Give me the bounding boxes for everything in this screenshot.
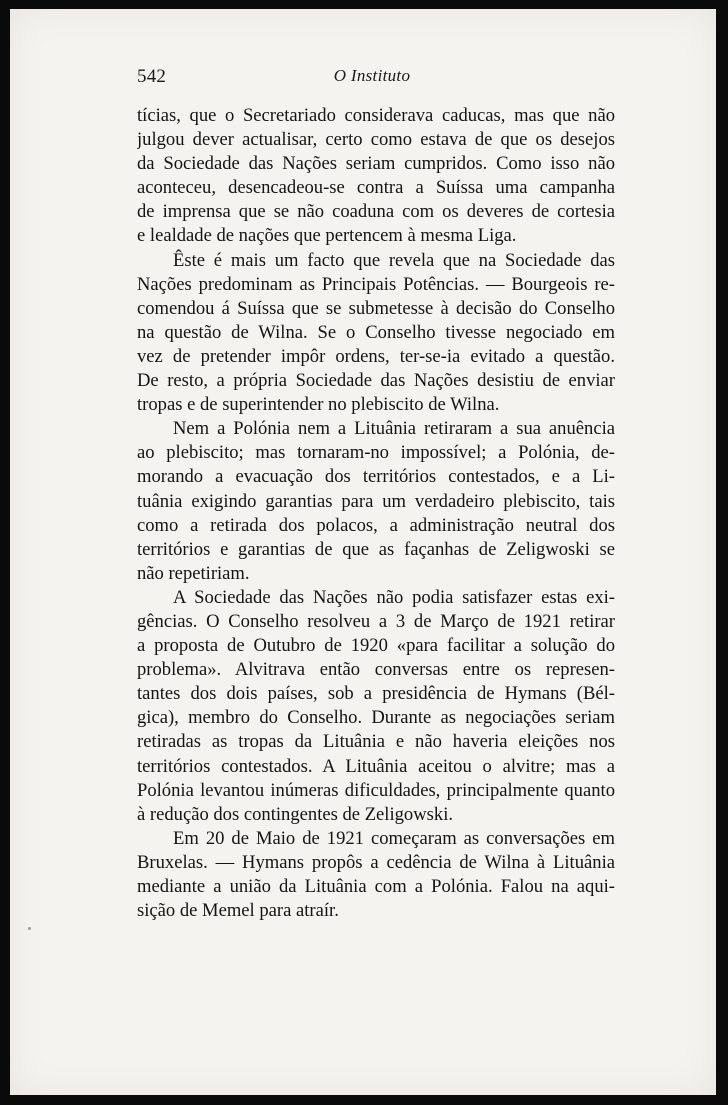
paragraph xyxy=(137,586,615,827)
text-line: territórios e garantias de que as façanhas de Zeligwoski se xyxy=(137,538,615,560)
text-line: de imprensa que se não coaduna com os deveres de cortesia xyxy=(137,201,615,223)
text-line: à redução dos contingentes de Zeligowski. xyxy=(137,803,454,825)
text-line: morando a evacuação dos territórios contestados, e a Li- xyxy=(137,466,615,488)
text-line: tropas e de superintender no plebiscito de Wilna. xyxy=(137,394,500,416)
text-line: tuânia exigindo garantias para um verdadeiro plebiscito, tais xyxy=(137,490,615,512)
text-line: gências. O Conselho resolveu a 3 de Março de 1921 retirar xyxy=(137,610,615,632)
text-line: como a retirada dos polacos, a administração neutral dos xyxy=(137,514,615,536)
text-line: Polónia levantou inúmeras dificuldades, principalmente quanto xyxy=(137,779,615,801)
text-line: Nem a Polónia nem a Lituânia retiraram a sua anuência xyxy=(173,418,615,440)
text-line: a proposta de Outubro de 1920 «para facilitar a solução do xyxy=(137,635,615,657)
text-line: retiradas as tropas da Lituânia e não haveria eleições nos xyxy=(137,731,615,753)
paragraph xyxy=(137,249,615,418)
text-line: Êste é mais um facto que revela que na Sociedade das xyxy=(173,249,615,271)
text-line: da Sociedade das Nações seriam cumpridos. Como isso não xyxy=(137,153,615,175)
paragraph xyxy=(137,827,615,923)
paper-speck xyxy=(28,927,31,930)
text-line: Bruxelas. — Hymans propôs a cedência de Wilna à Lituânia xyxy=(137,851,615,873)
text-line: De resto, a própria Sociedade das Nações desistiu de enviar xyxy=(137,370,615,392)
text-line: tantes dos dois países, sob a presidência de Hymans (Bél- xyxy=(137,683,615,705)
text-line: aconteceu, desencadeou-se contra a Suíssa uma campanha xyxy=(137,177,615,199)
text-line: A Sociedade das Nações não podia satisfazer estas exi- xyxy=(173,586,615,608)
paragraph xyxy=(137,104,615,249)
text-line: vez de pretender impôr ordens, ter-se-ia evitado a questão. xyxy=(137,345,615,367)
text-line: julgou dever actualisar, certo como estava de que os desejos xyxy=(137,129,615,151)
text-line: Nações predominam as Principais Potências. — Bourgeois re- xyxy=(137,273,615,295)
text-line: territórios contestados. A Lituânia aceitou o alvitre; mas a xyxy=(137,755,615,777)
text-line: e lealdade de nações que pertencem à mesma Liga. xyxy=(137,225,517,247)
page-number: 542 xyxy=(137,66,167,87)
text-line: sição de Memel para atraír. xyxy=(137,900,339,922)
text-line: tícias, que o Secretariado considerava caducas, mas que não xyxy=(137,105,615,126)
text-line: não repetiriam. xyxy=(137,562,250,584)
text-line: problema». Alvitrava então conversas entre os represen- xyxy=(137,659,615,681)
page-header xyxy=(137,62,607,92)
text-line: ao plebiscito; mas tornaram-no impossível; a Polónia, de- xyxy=(137,442,615,464)
paragraph xyxy=(137,417,615,586)
text-line: Em 20 de Maio de 1921 começaram as conversações em xyxy=(173,827,615,849)
text-line: na questão de Wilna. Se o Conselho tivesse negociado em xyxy=(137,321,615,343)
text-line: mediante a união da Lituânia com a Polónia. Falou na aqui- xyxy=(137,876,615,897)
text-line: comendou á Suíssa que se submetesse à decisão do Conselho xyxy=(137,297,615,319)
running-title: O Instituto xyxy=(333,66,411,85)
text-line: gica), membro do Conselho. Durante as negociações seriam xyxy=(137,707,615,729)
page-body-text xyxy=(137,104,615,923)
